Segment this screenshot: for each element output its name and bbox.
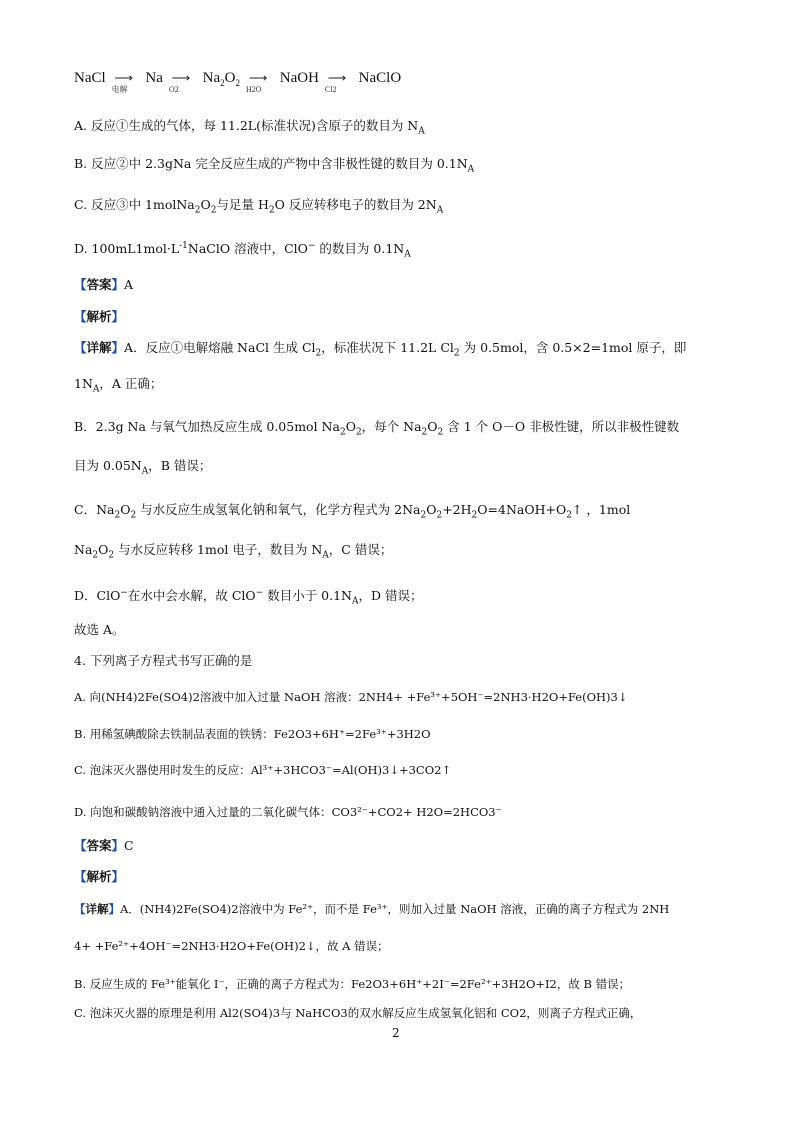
- chain-arrow-4: ⟶ Cl2: [324, 70, 347, 94]
- chain-na: Na: [145, 70, 163, 86]
- chain-arrow-3: ⟶ H2O: [246, 70, 268, 94]
- q3-detail-line-2: $1N_A$，A 正确；: [74, 376, 163, 395]
- chain-naoh: NaOH: [279, 70, 319, 86]
- q4-answer: 【答案】C: [74, 838, 134, 853]
- q4-option-d: D. 向饱和碳酸钠溶液中通入过量的二氧化碳气体：CO3²⁻+CO2+ H2O=2HCO3⁻: [74, 805, 502, 819]
- chain-na2o2: $Na_2O_2$: [202, 70, 241, 88]
- chain-naclo: NaClO: [358, 70, 402, 86]
- chain-nacl: NaCl: [74, 70, 106, 86]
- q3-detail-line-4: 目为 $0.05N_A$，B 错误；: [74, 458, 212, 477]
- q3-option-c: C. 反应③中 $1molNa_2O_2$与足量 $H_2O$ 反应转移电子的数目为 $2N_A$: [74, 197, 444, 216]
- q3-option-a: A. 反应①生成的气体，每 11.2L(标准状况)含原子的数目为 $N_A$: [74, 118, 425, 137]
- q3-conclusion: 故选 A。: [74, 622, 125, 637]
- q4-detail-line-2: 4+ +Fe²⁺+4OH⁻=2NH3·H2O+Fe(OH)2↓，故 A 错误；: [74, 939, 389, 953]
- page-number: 2: [392, 1026, 400, 1040]
- q4-option-c: C. 泡沫灭火器使用时发生的反应：Al³⁺+3HCO3⁻=Al(OH)3↓+3CO2↑: [74, 763, 452, 777]
- q3-option-d: D. $100mL1mol\cdot L^{-1}NaClO$ 溶液中，ClO− 的数目为 $0.1N_A$: [74, 241, 411, 260]
- q4-option-a: A. 向(NH4)2Fe(SO4)2溶液中加入过量 NaOH 溶液：2NH4+ +Fe³⁺+5OH⁻=2NH3·H2O+Fe(OH)3↓: [74, 690, 628, 704]
- q3-detail-line-7: D．ClO−在水中会水解，故 ClO− 数目小于 $0.1N_A$，D 错误；: [74, 588, 423, 607]
- q3-detail-line-3: B．2.3g Na 与氧气加热反应生成 0.05mol $Na_2O_2$，每个 $Na_2O_2$ 含 1 个 O－O 非极性键，所以非极性键数: [74, 419, 680, 438]
- q3-option-b: B. 反应②中 2.3gNa 完全反应生成的产物中含非极性键的数目为 $0.1N_A$: [74, 156, 475, 175]
- q4-detail-line-4: C. 泡沫灭火器的原理是利用 Al2(SO4)3与 NaHCO3的双水解反应生成氢氧化铝和 CO2，则离子方程式正确，: [74, 1006, 642, 1020]
- q3-answer: 【答案】A: [74, 277, 134, 292]
- q4-detail-line-1: 【详解】A．(NH4)2Fe(SO4)2溶液中为 Fe²⁺，而不是 Fe³⁺，则加入过量 NaOH 溶液，正确的离子方程式为 2NH: [74, 902, 670, 916]
- chain-arrow-2: ⟶ O2: [168, 70, 191, 94]
- q4-stem: 4. 下列离子方程式书写正确的是: [74, 653, 253, 668]
- q4-analysis-label: 【解析】: [74, 869, 125, 884]
- q3-analysis-label: 【解析】: [74, 309, 125, 324]
- q3-detail-line-6: $Na_2O_2$ 与水反应转移 1mol 电子，数目为 $N_A$，C 错误；: [74, 542, 393, 561]
- q3-detail-line-1: 【详解】A．反应①电解熔融 NaCl 生成 $Cl_2$，标准状况下 11.2L $Cl_2$ 为 0.5mol，含 0.5×2=1mol 原子，即: [74, 340, 687, 359]
- q3-detail-line-5: C．$Na_2O_2$ 与水反应生成氢氧化钠和氧气，化学方程式为 $2Na_2O_2+2H_2O=4NaOH+O_2↑$ ，1mol: [74, 502, 631, 521]
- q4-detail-line-3: B. 反应生成的 Fe³⁺能氧化 I⁻，正确的离子方程式为：Fe2O3+6H⁺+2I⁻=2Fe²⁺+3H2O+I2，故 B 错误；: [74, 977, 631, 991]
- q4-option-b: B. 用稀氢碘酸除去铁制品表面的铁锈：Fe2O3+6H⁺=2Fe³⁺+3H2O: [74, 727, 431, 741]
- chain-arrow-1: ⟶ 电解: [111, 70, 133, 94]
- reaction-chain: [74, 70, 402, 94]
